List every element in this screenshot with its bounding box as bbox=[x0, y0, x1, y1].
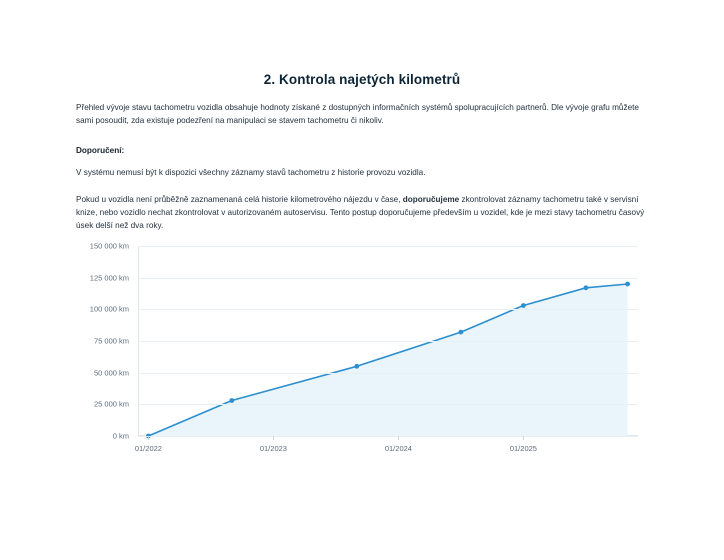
data-point[interactable] bbox=[584, 285, 589, 290]
y-gridline bbox=[138, 278, 638, 279]
data-point[interactable] bbox=[459, 330, 464, 335]
x-axis-tick-label: 01/2022 bbox=[134, 444, 162, 453]
availability-paragraph: V systému nemusí být k dispozici všechny záznamy stavů tachometru z historie provozu vozidla. bbox=[76, 167, 426, 177]
y-gridline bbox=[138, 341, 638, 342]
y-gridline bbox=[138, 436, 638, 437]
x-axis-tick-label: 01/2023 bbox=[259, 444, 287, 453]
y-gridline bbox=[138, 373, 638, 374]
y-axis-tick-label: 50 000 km bbox=[93, 368, 129, 378]
y-gridline bbox=[138, 246, 638, 247]
series-area-fill bbox=[148, 284, 627, 436]
y-axis-tick-label: 0 km bbox=[112, 431, 129, 441]
chart-inner bbox=[76, 236, 648, 466]
y-gridline bbox=[138, 404, 638, 405]
x-axis-tick-mark bbox=[523, 436, 524, 440]
x-axis-tick-mark bbox=[273, 436, 274, 440]
x-axis-tick-label: 01/2025 bbox=[509, 444, 537, 453]
report-content bbox=[76, 0, 648, 233]
y-axis-tick-label: 25 000 km bbox=[93, 399, 129, 409]
data-point[interactable] bbox=[229, 398, 234, 403]
y-axis-tick-label: 100 000 km bbox=[89, 304, 129, 314]
odometer-chart bbox=[76, 236, 648, 466]
y-axis-tick-label: 75 000 km bbox=[93, 336, 129, 346]
closing-part-1: Pokud u vozidla není průběžně zaznamenaná celá historie kilometrového nájezdu v čase, bbox=[76, 194, 403, 204]
x-axis-tick-mark bbox=[148, 436, 149, 440]
closing-part-2: zkontrolovat záznamy tachometru také v servisní knize, nebo vozidlo nechat zkontrolovat v autorizovaném autoservisu. Tento postup doporučujeme především u vozidel, kde je mezi stavy tachometru časový úsek delší než dva roky. bbox=[76, 194, 645, 231]
closing-emphasis: doporučujeme bbox=[402, 194, 460, 204]
chart-plot-area bbox=[89, 241, 638, 453]
y-axis-tick-label: 125 000 km bbox=[89, 273, 129, 283]
data-point[interactable] bbox=[521, 303, 526, 308]
closing-paragraph bbox=[76, 193, 648, 233]
data-point[interactable] bbox=[354, 364, 359, 369]
x-axis-tick-label: 01/2024 bbox=[384, 444, 412, 453]
x-axis-tick-mark bbox=[398, 436, 399, 440]
y-axis-tick-label: 150 000 km bbox=[89, 241, 129, 251]
page-title: 2. Kontrola najetých kilometrů bbox=[263, 72, 461, 87]
y-gridline bbox=[138, 309, 638, 310]
intro-paragraph: Přehled vývoje stavu tachometru vozidla obsahuje hodnoty získané z dostupných informačních systémů spolupracujících partnerů. Dle vývoje grafu můžete sami posoudit, zda existuje podezření na manipulaci se stavem tachometru či nikoliv. bbox=[76, 103, 639, 126]
data-point[interactable] bbox=[625, 282, 630, 287]
recommendation-label: Doporučení: bbox=[76, 145, 125, 155]
